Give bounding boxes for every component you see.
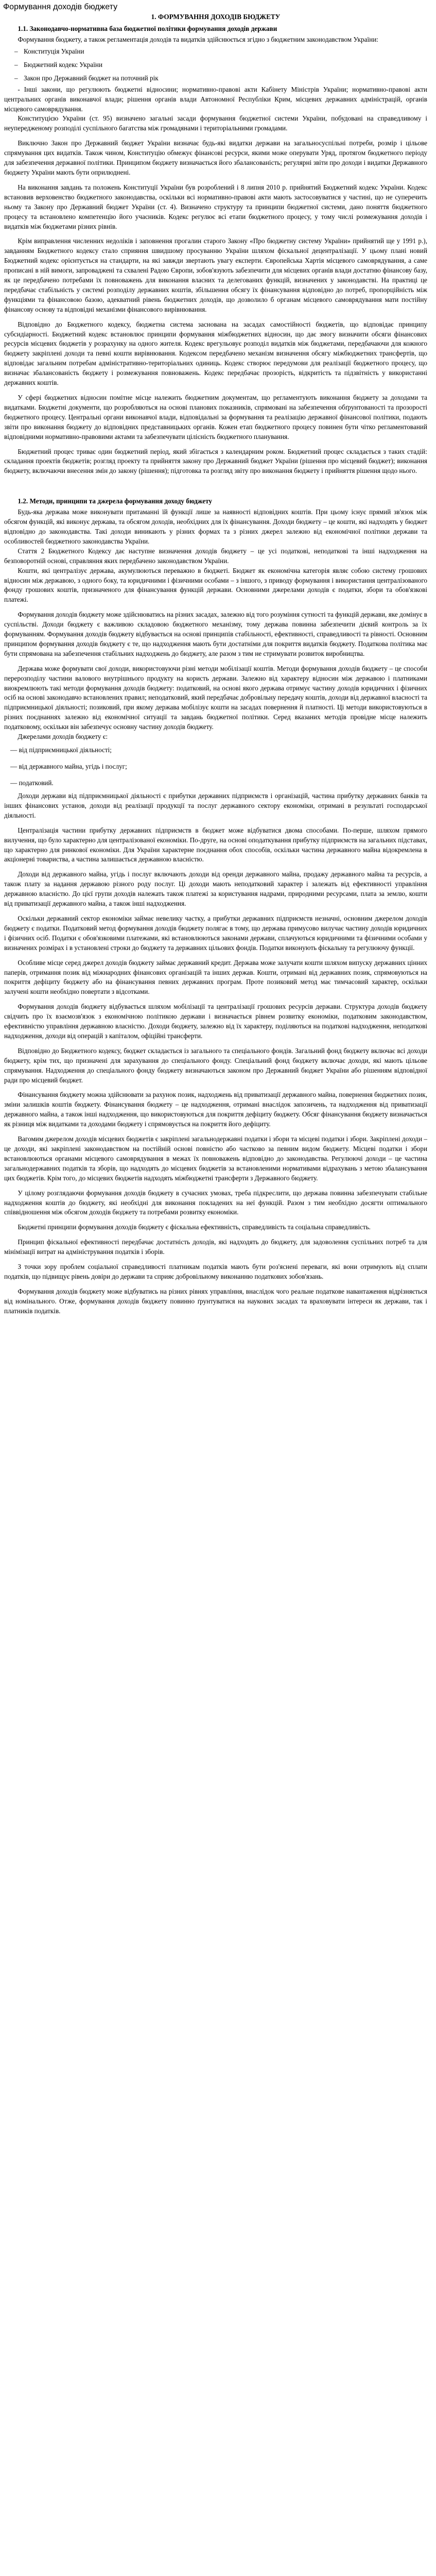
paragraph: Кошти, які централізує держава, акумулюються переважно в бюджеті. Бюджет як економічна категорія являє собою систему грошових відносин між державою, з одного боку, та юридичними і фізичними особами – з іншого, з приводу формування і використання централізованого фонду грошових коштів, призначеного для фінансування функцій держави. Основними джерелами доходів є податки, збори та обов'язкові платежі. <box>4 566 427 604</box>
list-item: – Закон про Державний бюджет на поточний рік <box>14 74 159 82</box>
section-title-1-1: 1.1. Законодавчо-нормативна база бюджетної політики формування доходів держави <box>18 24 277 32</box>
paragraph: Фінансування бюджету можна здійснювати за рахунок позик, надходжень від приватизації державного майна, повернення бюджетних позик, зміни залишків коштів бюджету. Фінансування бюджету – це надходження, отримані внаслідок запозичень, та надходження від приватизації державного майна, а також інші надходження, що використовуються для покриття дефіциту бюджету. Обсяг фінансування бюджету визначається як різниця між видатками та доходами бюджету і спрямовується на покриття його дефіциту. <box>4 1091 427 1128</box>
paragraph: Централізація частини прибутку державних підприємств в бюджет може відбуватися двома способами. По-перше, шляхом прямого вилучення, що було характерно для централізованої економіки. По-друге, на основі оподаткування прибутку підприємств на загальних підставах, що характерно для ринкової економіки. Для України характерне поєднання обох способів, оскільки частина державного майна відокремлена в акціонерні товариства, а частина залишається державною власністю. <box>4 826 427 863</box>
list-item: — податковий. <box>10 779 54 787</box>
paragraph: - Інші закони, що регулюють бюджетні відносини; нормативно-правові акти Кабінету Міністрів України; нормативно-правові акти центральних органів виконавчої влади; рішення органів влади Автономної Республіки Крим, місцевих державних адміністрацій, органів місцевого самоврядування. <box>4 85 427 113</box>
paragraph: Будь-яка держава може виконувати притаманні їй функції лише за наявності відповідних коштів. При цьому існує прямий зв'язок між обсягом функцій, які виконує держава, та обсягом доходів, необхідних для їх фінансування. Доходи бюджету – це кошти, які надходять у бюджет відповідно до законодавства. Такі доходи виникають у різних формах та з різних джерел залежно від економічної політики держави та особливостей бюджетного законодавства України. <box>4 508 427 545</box>
paragraph: Формування доходів бюджету відбувається шляхом мобілізації та централізації грошових ресурсів держави. Структура доходів бюджету свідчить про їх взаємозв'язок з економічною політикою держави і визначається рівнем розвитку економіки, податковим законодавством, ефективністю управління державною власністю. Доходи бюджету, залежно від їх характеру, поділяються на податкові надходження, неподаткові надходження, доходи від операцій з капіталом, офіційні трансферти. <box>4 1003 427 1040</box>
page-title: Формування доходів бюджету <box>3 3 118 11</box>
list-item: – Бюджетний кодекс України <box>14 60 103 69</box>
document-body <box>4 12 427 1328</box>
paragraph: Держава може формувати свої доходи, використовуючи різні методи мобілізації коштів. Методи формування доходів бюджету – це способи перерозподілу частини валового внутрішнього продукту на користь держави. Залежно від характеру відносин між державою і платниками виокремлюють такі методи формування доходів бюджету: податковий, на основі якого держава отримує частину доходів юридичних і фізичних осіб на основі законодавчо встановлених правил; неподатковий, який передбачає добровільну передачу коштів, доходи від державної власності та підприємницької діяльності; позиковий, при якому держава мобілізує кошти на засадах повернення й платності. Ці методи використовуються в різних поєднаннях залежно від економічної ситуації та завдань бюджетної політики. Серед вказаних методів провідне місце належить податковому, оскільки він забезпечує основну частину доходів бюджету. <box>4 664 427 731</box>
paragraph: У сфері бюджетних відносин помітне місце належить бюджетним документам, що регламентують виконання бюджету за доходами та видатками. Бюджетні документи, що розробляються на основі планових показників, спрямовані на забезпечення обґрунтованості та прозорості бюджетного процесу. Центральні органи виконавчої влади, відповідальні за формування та реалізацію державної фінансової політики, подають звіти про виконання бюджету до відповідних представницьких органів. Кожен етап бюджетного процесу повинен бути чітко регламентований відповідними нормативно-правовими актами та забезпечувати цілісність бюджетного планування. <box>4 394 427 440</box>
paragraph: Виключно Закон про Державний бюджет України визначає будь-які видатки держави на загальносуспільні потреби, розмір і цільове спрямування цих видатків. Також чином, Конституцію обмежує фінансові ресурси, якими може оперувати Уряд, протягом бюджетного періоду для забезпечення державної політики. Принципом бюджету визначається його збалансованість; регулярні звіти про доходи і видатки Державного бюджету України мають бути оприлюднені. <box>4 139 427 176</box>
paragraph: Стаття 2 Бюджетного Кодексу дає наступне визначення доходів бюджету – це усі податкові, неподаткові та інші надходження на безповоротній основі, справляння яких передбачено законодавством України. <box>4 547 427 565</box>
sources-list <box>4 742 427 791</box>
paragraph: Доходи від державного майна, угідь і послуг включають доходи від оренди державного майна, продажу державного майна та ресурсів, а також плату за надання державою різного роду послуг. Ці доходи мають неподатковий характер і залежать від ефективності управління державною власністю. До цієї групи доходів належать також платежі за користування надрами, природними ресурсами, плата за землю, кошти від приватизації державного майна, а також інші надходження. <box>4 870 427 908</box>
paragraph: Відповідно до Бюджетного кодексу, бюджет складається із загального та спеціального фондів. Загальний фонд бюджету включає всі доходи бюджету, крім тих, що призначені для зарахування до спеціального фонду. Спеціальний фонд бюджету включає доходи, які мають цільове спрямування. Надходження до спеціального фонду бюджету визначаються законом про Державний бюджет України або рішенням відповідної ради про місцевий бюджет. <box>4 1046 427 1084</box>
paragraph: Доходи держави від підприємницької діяльності є прибутки державних підприємств і організацій, частина прибутку державних банків та інших фінансових установ, доходи від реалізації продукції та послуг державного сектору економіки, отримані в результаті господарської діяльності. <box>4 792 427 819</box>
section-title-1-2: 1.2. Методи, принципи та джерела формування доходу бюджету <box>18 497 213 505</box>
laws-list <box>4 45 427 85</box>
paragraph: Бюджетні принципи формування доходів бюджету є фіскальна ефективність, справедливість та соціальна справедливість. <box>18 1223 371 1231</box>
paragraph: Особливе місце серед джерел доходів бюджету займає державний кредит. Держава може залучати кошти шляхом випуску державних цінних паперів, отримання позик від міжнародних фінансових організацій та інших держав. Кошти, отримані від державних позик, спрямовуються на покриття дефіциту бюджету або на фінансування певних державних програм. Проте позиковий метод має тимчасовий характер, оскільки залучені кошти необхідно повертати з відсотками. <box>4 958 427 996</box>
paragraph: Формування доходів бюджету може здійснюватись на різних засадах, залежно від того розуміння сутності та функцій держави, яке домінує в суспільстві. Доходи бюджету є важливою складовою бюджетного механізму, тому держава повинна забезпечити дієвий контроль за їх формуванням. Формування доходів бюджету відбувається на основі принципів стабільності, ефективності, справедливості та рівності. Основним принципом формування доходів бюджету є те, що надходження мають бути достатніми для покриття видатків бюджету. Податкова політика має бути спрямована на забезпечення стабільних надходжень до бюджету, але разом з тим не стримувати розвиток виробництва. <box>4 611 427 657</box>
paragraph: Джерелами доходів бюджету є: <box>18 733 108 741</box>
paragraph: На виконання завдань та положень Конституції України був розроблений і 8 липня 2010 р. прийнятий Бюджетний кодекс України. Кодекс встановив верховенство бюджетного законодавства, оскільки всі нормативно-правові акти мають застосовуватися у частині, що не суперечить ньому та Закону про Державний бюджет України (ст. 4). Визначено структуру та принципи бюджетної системи, дано поняття бюджетного процесу та встановлено компетенцію його учасників. Кодекс регулює всі етапи бюджетного процесу, у тому числі розмежування доходів і видатків між бюджетами різних рівнів. <box>4 183 427 230</box>
paragraph: Відповідно до Бюджетного кодексу, бюджетна система заснована на засадах самостійності бюджетів, що відповідає принципу субсидіарності. Бюджетний кодекс встановлює принципи формування міжбюджетних відносин, що дає змогу визначити обсяги фінансових ресурсів місцевих бюджетів у розрахунку на одного жителя. Кодекс врегульовує розподіл видатків між бюджетами, передбачаючи для кожного бюджету закріплені доходи та певні кошти вирівнювання. Кодексом передбачено механізм визначення обсягу міжбюджетних трансфертів, що відповідає загальним потребам адміністративно-територіальних одиниць. Кодекс створює передумови для реалізації бюджетного процесу, що визначає збалансованість бюджету і розмежування повноважень. Кодекс передбачає прозорість, відкритість та підзвітність у використанні державних коштів. <box>4 320 427 387</box>
paragraph: Крім виправлення численних недоліків і заповнення прогалин старого Закону «Про бюджетну систему України» прийнятий ще у 1991 р.), завданням Бюджетного кодексу стало сприяння швидшому просуванню України шляхом фіскальної децентралізації. У цьому плані новий Бюджетний кодекс орієнтується на стандарти, на які завжди звертають увагу експерти. Європейська Хартія місцевого самоврядування, а саме прописані в ній вимоги, запроваджені та схвалені Радою Європи, зобов'язують забезпечити для місцевих органів влади достатню фінансову базу, як це передбачено потребами їх повноважень для виконання власних та делегованих функцій, визначених у законодавстві. На практиці це передбачає стабільність у системі розподілу державних коштів, збільшення обсягу їх фінансування відповідно до потреб, пропорційність між функціями та фінансовою базою, адекватний рівень бюджетних доходів, що дозволило б органам місцевого самоврядування мати постійну фінансову основу та відповідні механізми фінансового вирівнювання. <box>4 237 427 313</box>
list-item: — від державного майна, угідь і послуг; <box>10 762 127 770</box>
list-item: – Конституція України <box>14 47 84 55</box>
list-item: — від підприємницької діяльності; <box>10 746 112 754</box>
paragraph: Принцип фіскальної ефективності передбачає достатність доходів, які надходять до бюджету, для задоволення суспільних потреб та для мінімізації витрат на адміністрування податків і зборів. <box>4 1238 427 1256</box>
paragraph: Конституцією України (ст. 95) визначено загальні засади формування бюджетної системи України, побудовані на справедливому і неупередженому розподілі суспільного багатства між громадянами і територіальними громадами. <box>4 114 427 132</box>
paragraph: Формування бюджету, а також регламентація доходів та видатків здійснюється згідно з бюджетним законодавством України: <box>18 35 378 43</box>
paragraph: У цілому розглядаючи формування доходів бюджету в сучасних умовах, треба підкреслити, що держава повинна забезпечувати стабільне надходження коштів до бюджету, які необхідні для виконання покладених на неї функцій. Разом з тим необхідно досягти оптимального співвідношення між обсягом доходів бюджету та потребами розвитку економіки. <box>4 1189 427 1216</box>
paragraph: Оскільки державний сектор економіки займає невелику частку, а прибутки державних підприємств незначні, основним джерелом доходів бюджету є податки. Податковий метод формування доходів бюджету полягає в тому, що держава примусово вилучає частину доходів юридичних і фізичних осіб. Податки є обов'язковими платежами, які встановлюються законами держави, сплачуються юридичними та фізичними особами у визначених розмірах і в установлені строки до бюджету та державних цільових фондів. Податки виконують фіскальну та регулюючу функції. <box>4 914 427 952</box>
paragraph: Формування доходів бюджету може відбуватись на різних рівнях управління, внаслідок чого реальне податкове навантаження відрізняється від номінального. Отже, формування доходів бюджету повинно ґрунтуватися на наукових засадах та враховувати інтереси як держави, так і платників податків. <box>4 1287 427 1315</box>
paragraph: Бюджетний процес триває один бюджетний період, який збігається з календарним роком. Бюджетний процес складається з таких стадій: складання проектів бюджетів; розгляд проекту та прийняття закону про Державний бюджет України (рішення про місцевий бюджет); виконання бюджету, включаючи внесення змін до закону (рішення); підготовка та розгляд звіту про виконання бюджету і прийняття рішення щодо нього. <box>4 447 427 475</box>
chapter-title: 1. ФОРМУВАННЯ ДОХОДІВ БЮДЖЕТУ <box>151 13 281 21</box>
paragraph: З точки зору проблем соціальної справедливості платникам податків мають бути роз'яснені переваги, які вони отримують від сплати податків, що підвищує рівень довіри до держави та сприяє добровільному виконанню податкових зобов'язань. <box>4 1263 427 1280</box>
paragraph: Вагомим джерелом доходів місцевих бюджетів є закріплені загальнодержавні податки і збори та місцеві податки і збори. Закріплені доходи – це доходи, які закріплені законодавством на постійній основі повністю або частково за певним видом бюджету. Місцеві податки і збори встановлюються органами місцевого самоврядування в межах їх повноважень відповідно до законодавства. Регулюючі доходи – це частина загальнодержавних податків та зборів, що надходять до місцевих бюджетів за встановленими нормативами відрахувань з метою збалансування цих бюджетів. Крім того, до місцевих бюджетів надходять міжбюджетні трансферти з Державного бюджету. <box>4 1135 427 1182</box>
